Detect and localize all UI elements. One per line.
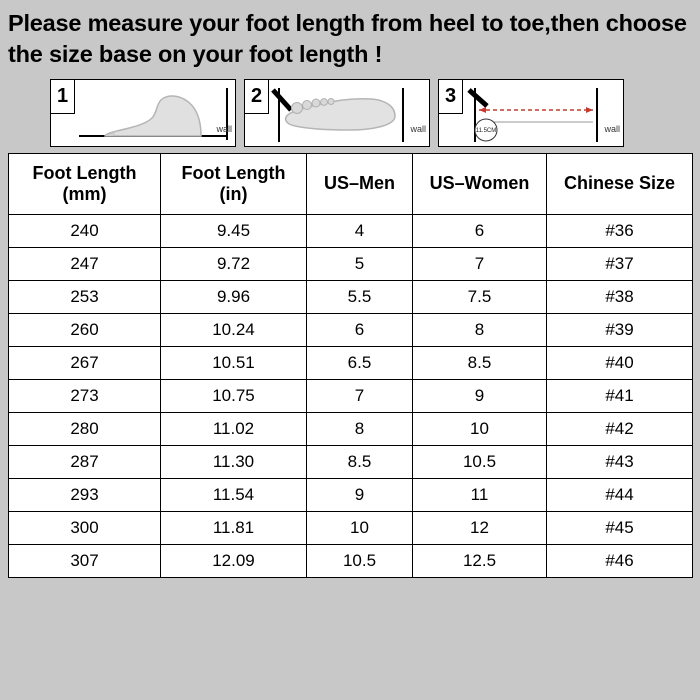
cell-foot-length-in: 9.96 (161, 280, 307, 313)
cell-chinese-size: #43 (547, 445, 693, 478)
step-number-1: 1 (51, 80, 75, 114)
wall-label-2: wall (410, 123, 426, 134)
table-row (9, 544, 693, 577)
diagram-step-3 (438, 79, 624, 147)
cell-us-men: 8 (307, 412, 413, 445)
cell-foot-length-in: 9.45 (161, 214, 307, 247)
column-header-foot-length-mm (9, 153, 161, 214)
cell-foot-length-mm: 287 (9, 445, 161, 478)
cell-us-women: 8 (413, 313, 547, 346)
cell-foot-length-mm: 280 (9, 412, 161, 445)
cell-chinese-size: #40 (547, 346, 693, 379)
page-title: Please measure your foot length from heel to toe,then choose the size base on your foot length ! (8, 10, 687, 68)
cell-us-women: 12 (413, 511, 547, 544)
table-row (9, 346, 693, 379)
cell-foot-length-in: 11.02 (161, 412, 307, 445)
column-header-line1: US–Women (429, 173, 530, 194)
table-row (9, 247, 693, 280)
cell-us-women: 6 (413, 214, 547, 247)
column-header-line2: (in) (219, 183, 248, 204)
table-row (9, 445, 693, 478)
cell-foot-length-in: 11.30 (161, 445, 307, 478)
cell-foot-length-mm: 260 (9, 313, 161, 346)
cell-foot-length-in: 11.81 (161, 511, 307, 544)
column-header-foot-length-in (161, 153, 307, 214)
cell-foot-length-mm: 240 (9, 214, 161, 247)
cell-chinese-size: #37 (547, 247, 693, 280)
cell-us-men: 9 (307, 478, 413, 511)
column-header-line2: (mm) (62, 183, 107, 204)
cell-us-women: 10 (413, 412, 547, 445)
cell-foot-length-in: 9.72 (161, 247, 307, 280)
step-number-3: 3 (439, 80, 463, 114)
cell-us-men: 7 (307, 379, 413, 412)
diagram-step-1 (50, 79, 236, 147)
cell-foot-length-mm: 300 (9, 511, 161, 544)
foot-top-view-icon (245, 80, 430, 147)
cell-chinese-size: #44 (547, 478, 693, 511)
column-header-us-men (307, 153, 413, 214)
svg-text:11.5CM: 11.5CM (475, 127, 497, 134)
size-conversion-table (8, 153, 693, 578)
table-header-row (9, 153, 693, 214)
table-row (9, 478, 693, 511)
diagram-step-2 (244, 79, 430, 147)
cell-us-men: 4 (307, 214, 413, 247)
cell-us-men: 10 (307, 511, 413, 544)
cell-chinese-size: #41 (547, 379, 693, 412)
column-header-line1: Foot Length (32, 162, 137, 183)
cell-foot-length-mm: 247 (9, 247, 161, 280)
foot-side-view-icon (51, 80, 236, 147)
cell-us-women: 8.5 (413, 346, 547, 379)
cell-us-women: 10.5 (413, 445, 547, 478)
cell-foot-length-mm: 307 (9, 544, 161, 577)
cell-chinese-size: #36 (547, 214, 693, 247)
cell-us-women: 7 (413, 247, 547, 280)
cell-us-men: 8.5 (307, 445, 413, 478)
table-row (9, 280, 693, 313)
wall-label-3: wall (604, 123, 620, 134)
cell-us-men: 5 (307, 247, 413, 280)
cell-foot-length-in: 10.51 (161, 346, 307, 379)
column-header-us-women (413, 153, 547, 214)
cell-chinese-size: #42 (547, 412, 693, 445)
measure-instructions-diagram (0, 75, 700, 153)
cell-chinese-size: #39 (547, 313, 693, 346)
cell-us-women: 7.5 (413, 280, 547, 313)
cell-us-men: 6 (307, 313, 413, 346)
cell-us-men: 5.5 (307, 280, 413, 313)
cell-chinese-size: #46 (547, 544, 693, 577)
cell-chinese-size: #38 (547, 280, 693, 313)
cell-us-women: 12.5 (413, 544, 547, 577)
table-row (9, 511, 693, 544)
step-number-2: 2 (245, 80, 269, 114)
column-header-chinese-size (547, 153, 693, 214)
table-row (9, 412, 693, 445)
cell-us-women: 11 (413, 478, 547, 511)
cell-foot-length-mm: 253 (9, 280, 161, 313)
wall-label-1: wall (216, 123, 232, 134)
measure-tape-icon (439, 80, 624, 147)
cell-foot-length-in: 12.09 (161, 544, 307, 577)
cell-foot-length-in: 10.75 (161, 379, 307, 412)
table-row (9, 379, 693, 412)
cell-foot-length-mm: 293 (9, 478, 161, 511)
column-header-line1: Foot Length (181, 162, 286, 183)
table-row (9, 313, 693, 346)
table-row (9, 214, 693, 247)
cell-chinese-size: #45 (547, 511, 693, 544)
cell-us-men: 6.5 (307, 346, 413, 379)
cell-us-men: 10.5 (307, 544, 413, 577)
cell-us-women: 9 (413, 379, 547, 412)
column-header-line1: Chinese Size (563, 173, 676, 194)
cell-foot-length-mm: 273 (9, 379, 161, 412)
column-header-line1: US–Men (323, 173, 395, 194)
cell-foot-length-mm: 267 (9, 346, 161, 379)
cell-foot-length-in: 10.24 (161, 313, 307, 346)
cell-foot-length-in: 11.54 (161, 478, 307, 511)
